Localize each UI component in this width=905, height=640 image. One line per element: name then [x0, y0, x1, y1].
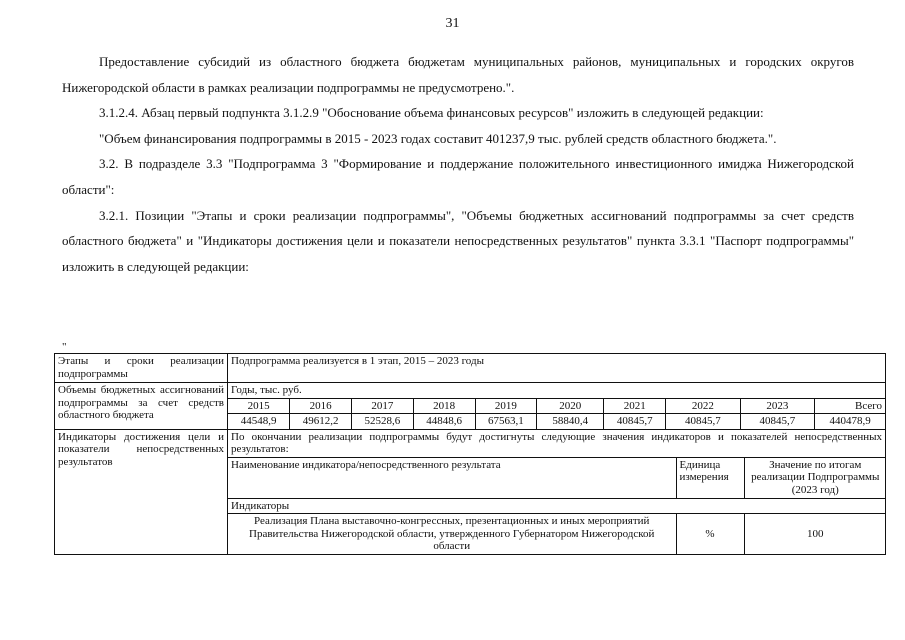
indicator-value-cell: 100	[744, 514, 886, 554]
paragraph-1: Предоставление субсидий из областного бюджета бюджетам муниципальных районов, муниципальных и городских округов Нижегородской области в рамках реализации подпрограммы не предусмотрено.".	[62, 54, 854, 95]
indicators-header-row	[228, 457, 886, 498]
row-value-stages: Подпрограмма реализуется в 1 этап, 2015 – 2023 годы	[228, 354, 886, 383]
table-row	[228, 514, 886, 554]
year-cell: 2016	[290, 398, 352, 414]
row-label-stages: Этапы и сроки реализации подпрограммы	[55, 354, 228, 383]
budget-years-table	[228, 398, 885, 429]
indicators-section-row	[228, 498, 886, 514]
indicator-unit-cell: %	[676, 514, 744, 554]
year-total-cell: Всего	[815, 398, 885, 414]
amount-cell: 44548,9	[228, 414, 290, 429]
amount-cell: 40845,7	[604, 414, 666, 429]
year-cell: 2023	[740, 398, 815, 414]
year-cell: 2019	[475, 398, 537, 414]
table-row-stages	[55, 354, 886, 383]
paragraph-2: 3.1.2.4. Абзац первый подпункта 3.1.2.9 "Обоснование объема финансовых ресурсов" изложить в следующей редакции:	[99, 105, 764, 121]
row-label-indicators: Индикаторы достижения цели и показатели непосредственных результатов	[55, 429, 228, 554]
paragraph-4: 3.2. В подразделе 3.3 "Подпрограмма 3 "Формирование и поддержание положительного инвестиционного имиджа Нижегородской области":	[62, 156, 854, 197]
year-cell: 2017	[352, 398, 414, 414]
subprogram-passport-table	[54, 353, 886, 555]
amount-cell: 49612,2	[290, 414, 352, 429]
year-cell: 2015	[228, 398, 290, 414]
indicators-section-label: Индикаторы	[228, 498, 886, 514]
paragraph-5: 3.2.1. Позиции "Этапы и сроки реализации подпрограммы", "Объемы бюджетных ассигнований подпрограммы за счет средств областного бюджета" и "Индикаторы достижения цели и показатели непосредственных результатов" пункта 3.3.1 "Паспорт подпрограммы" изложить в следующей редакции:	[62, 207, 854, 274]
amount-cell: 58840,4	[537, 414, 604, 429]
indicator-name-cell: Реализация Плана выставочно-конгрессных, презентационных и иных мероприятий Правительства Нижегородской области, утвержденного Губернатором Нижегородской области	[228, 514, 676, 554]
amount-cell: 40845,7	[740, 414, 815, 429]
budget-amounts-row	[228, 414, 885, 429]
amount-cell: 40845,7	[666, 414, 741, 429]
budget-caption: Годы, тыс. руб.	[231, 384, 302, 396]
table-row-indicators	[55, 429, 886, 554]
indicators-cell	[228, 429, 886, 554]
row-label-budget: Объемы бюджетных ассигнований подпрограммы за счет средств областного бюджета	[55, 383, 228, 430]
table-row-budget	[55, 383, 886, 430]
amount-cell: 44848,6	[413, 414, 475, 429]
indicator-name-header: Наименование индикатора/непосредственного результата	[228, 457, 676, 498]
year-cell: 2021	[604, 398, 666, 414]
budget-years-row	[228, 398, 885, 414]
unit-header: Единица измерения	[676, 457, 744, 498]
year-cell: 2018	[413, 398, 475, 414]
opening-quote-mark: "	[62, 341, 67, 353]
amount-cell: 52528,6	[352, 414, 414, 429]
year-cell: 2022	[666, 398, 741, 414]
value-header: Значение по итогам реализации Подпрограммы (2023 год)	[744, 457, 886, 498]
page-number: 31	[445, 16, 460, 31]
year-cell: 2020	[537, 398, 604, 414]
budget-cell	[228, 383, 886, 430]
amount-cell: 67563,1	[475, 414, 537, 429]
body-text	[62, 49, 854, 279]
amount-total-cell: 440478,9	[815, 414, 885, 429]
indicators-table	[228, 457, 886, 554]
indicators-intro: По окончании реализации подпрограммы будут достигнуты следующие значения индикаторов и показателей непосредственных результатов:	[231, 430, 882, 455]
paragraph-3: "Объем финансирования подпрограммы в 2015 - 2023 годах составит 401237,9 тыс. рублей средств областного бюджета.".	[99, 130, 777, 146]
